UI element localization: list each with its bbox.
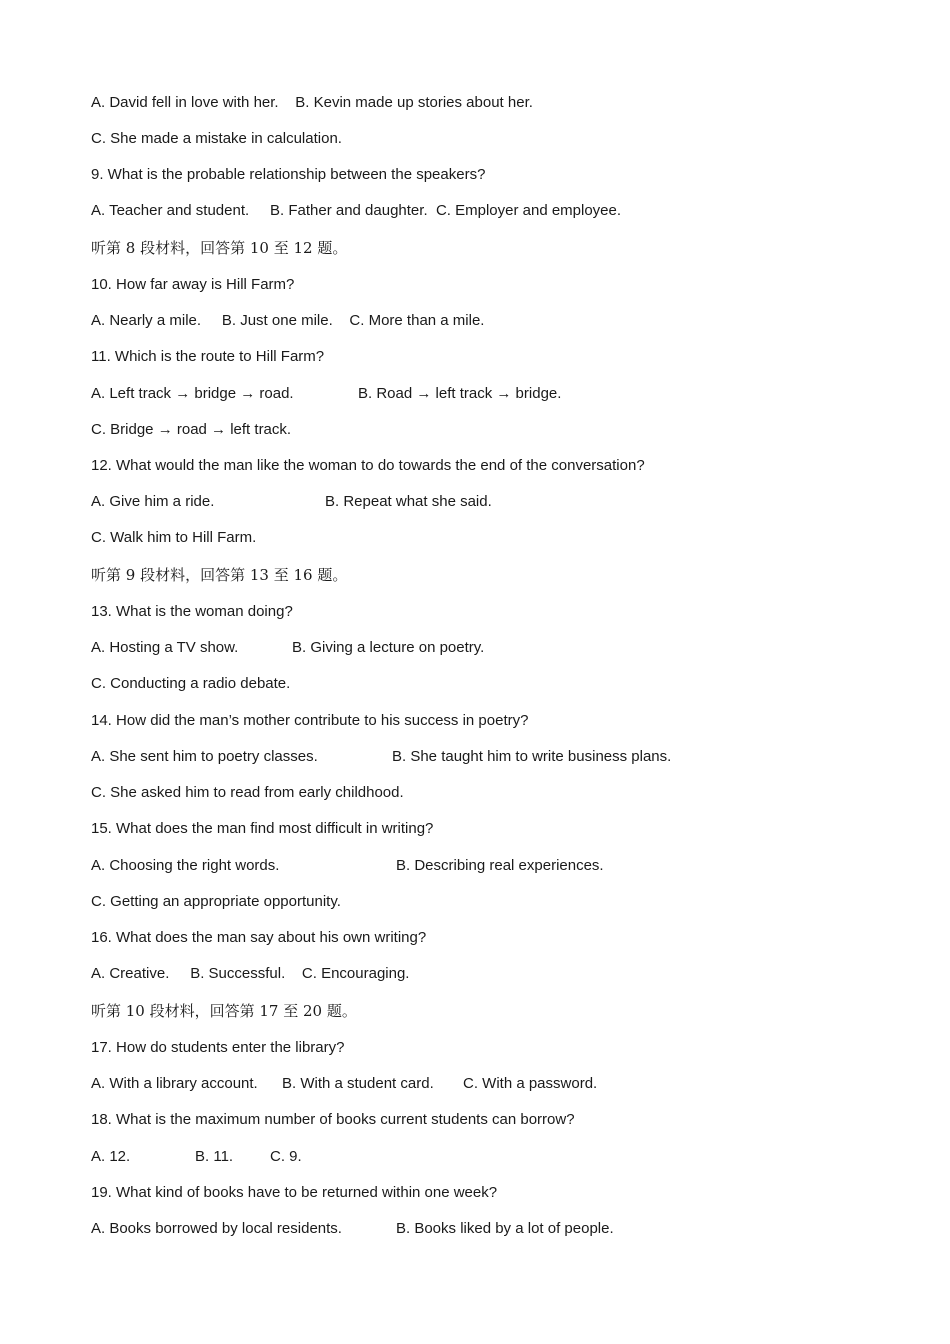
option-line [91, 1218, 614, 1240]
question-text: 14. How did the man’s mother contribute to his success in poetry? [91, 712, 529, 729]
option-line [91, 310, 485, 332]
option-text: A. David fell in love with her. B. Kevin made up stories about her. [91, 94, 533, 111]
option-text: B. With a student card. [282, 1075, 434, 1092]
option-line [91, 419, 292, 441]
option-text: B. Books liked by a lot of people. [396, 1220, 614, 1237]
section-heading-text: 听第 8 段材料，回答第 10 至 12 题。 [91, 239, 348, 257]
option-text: A. Choosing the right words. [91, 857, 280, 874]
option-text: C. She made a mistake in calculation. [91, 130, 342, 147]
question-text: 13. What is the woman doing? [91, 603, 293, 620]
option-text: C. Getting an appropriate opportunity. [91, 893, 341, 910]
option-text: A. Left track → bridge → road. [91, 385, 294, 402]
option-line [91, 637, 485, 659]
option-line [91, 1146, 302, 1168]
option-text: C. Walk him to Hill Farm. [91, 529, 257, 546]
option-line [91, 491, 492, 513]
question-line [91, 1182, 498, 1204]
question-line [91, 1037, 345, 1059]
option-line [91, 128, 342, 150]
option-text: C. Conducting a radio debate. [91, 675, 291, 692]
option-text: A. Teacher and student. [91, 202, 250, 219]
option-text: C. 9. [270, 1148, 302, 1165]
option-line [91, 746, 672, 768]
question-line [91, 164, 486, 186]
option-text: C. With a password. [463, 1075, 598, 1092]
question-line [91, 274, 295, 296]
question-line [91, 455, 645, 477]
option-text: A. Nearly a mile. B. Just one mile. C. More than a mile. [91, 312, 485, 329]
option-text: B. 11. [195, 1148, 234, 1165]
option-text: A. She sent him to poetry classes. [91, 748, 318, 765]
option-text: A. 12. [91, 1148, 131, 1165]
option-text: A. Books borrowed by local residents. [91, 1220, 342, 1237]
option-text: C. Bridge → road → left track. [91, 421, 292, 438]
option-text: B. Road → left track → bridge. [358, 385, 562, 402]
question-line [91, 346, 325, 368]
question-text: 18. What is the maximum number of books current students can borrow? [91, 1111, 575, 1128]
question-line [91, 818, 434, 840]
question-line [91, 1109, 575, 1131]
question-text: 19. What kind of books have to be returned within one week? [91, 1184, 498, 1201]
option-text: A. Hosting a TV show. [91, 639, 239, 656]
option-line [91, 92, 533, 114]
option-line [91, 383, 562, 405]
option-line [91, 200, 622, 222]
option-text: B. Repeat what she said. [325, 493, 492, 510]
question-text: 11. Which is the route to Hill Farm? [91, 348, 325, 365]
option-line [91, 527, 257, 549]
option-text: B. She taught him to write business plans. [392, 748, 672, 765]
question-text: 10. How far away is Hill Farm? [91, 276, 295, 293]
question-line [91, 710, 529, 732]
option-line [91, 782, 404, 804]
option-line [91, 963, 410, 985]
option-text: B. Father and daughter. C. Employer and employee. [270, 202, 622, 219]
option-line [91, 891, 341, 913]
section-heading-text: 听第 10 段材料，回答第 17 至 20 题。 [91, 1002, 357, 1020]
option-text: A. With a library account. [91, 1075, 258, 1092]
section-heading-text: 听第 9 段材料，回答第 13 至 16 题。 [91, 566, 348, 584]
question-line [91, 927, 427, 949]
section-heading [91, 1000, 357, 1022]
section-heading [91, 564, 348, 586]
question-text: 12. What would the man like the woman to do towards the end of the conversation? [91, 457, 645, 474]
question-text: 16. What does the man say about his own writing? [91, 929, 427, 946]
option-line [91, 855, 604, 877]
option-text: B. Giving a lecture on poetry. [292, 639, 485, 656]
section-heading [91, 237, 348, 259]
question-text: 17. How do students enter the library? [91, 1039, 345, 1056]
option-line [91, 673, 291, 695]
question-line [91, 601, 293, 623]
option-text: C. She asked him to read from early childhood. [91, 784, 404, 801]
option-text: A. Give him a ride. [91, 493, 215, 510]
option-text: B. Describing real experiences. [396, 857, 604, 874]
question-text: 9. What is the probable relationship between the speakers? [91, 166, 486, 183]
question-text: 15. What does the man find most difficult in writing? [91, 820, 434, 837]
option-line [91, 1073, 598, 1095]
option-text: A. Creative. B. Successful. C. Encouraging. [91, 965, 410, 982]
